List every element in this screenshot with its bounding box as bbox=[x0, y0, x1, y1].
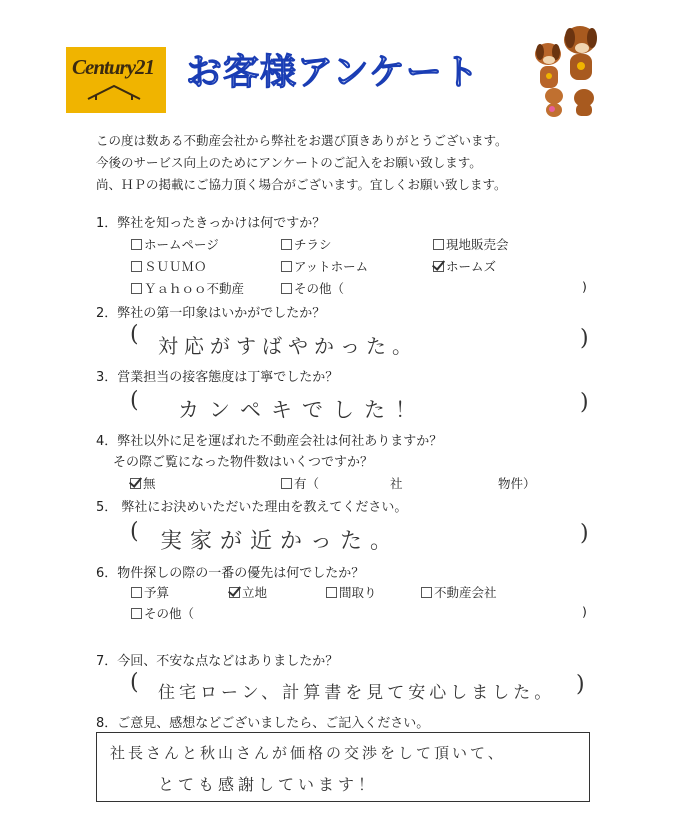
question-7: 7．今回、不安な点などはありましたか？ bbox=[96, 654, 339, 669]
page-title: お客様アンケート bbox=[186, 51, 480, 93]
roof-icon bbox=[86, 83, 142, 101]
paren-close: ) bbox=[582, 604, 587, 619]
checkbox[interactable] bbox=[281, 478, 292, 489]
checkbox[interactable] bbox=[131, 587, 142, 598]
comment-line-2: とても感謝しています！ bbox=[158, 775, 379, 794]
option-has[interactable]: 有（ bbox=[281, 474, 319, 492]
question-1: 1．弊社を知ったきっかけは何ですか？ bbox=[96, 216, 326, 231]
paren-open: ( bbox=[130, 519, 139, 544]
question-6: 6．物件探しの際の一番の優先は何でしたか？ bbox=[96, 566, 365, 581]
checkbox[interactable] bbox=[281, 283, 292, 294]
intro-line: 尚、ＨＰの掲載にご協力頂く場合がございます。宜しくお願い致します。 bbox=[96, 177, 507, 192]
question-4-sub: その際ご覧になった物件数はいくつですか？ bbox=[113, 455, 374, 470]
intro-line: 今後のサービス向上のためにアンケートのご記入をお願い致します。 bbox=[96, 155, 482, 170]
checkbox[interactable] bbox=[281, 239, 292, 250]
checkbox[interactable] bbox=[281, 261, 292, 272]
checkbox-checked[interactable] bbox=[130, 478, 141, 489]
logo-text: Century21 bbox=[72, 55, 155, 79]
option-other[interactable]: その他（ bbox=[281, 279, 344, 297]
checkbox[interactable] bbox=[131, 608, 142, 619]
paren-open: ( bbox=[130, 322, 139, 347]
paren-close: ) bbox=[580, 326, 589, 351]
question-8: 8．ご意見、感想などございましたら、ご記入ください。 bbox=[96, 716, 430, 731]
option-none[interactable]: 無 bbox=[130, 474, 156, 492]
checkbox-checked[interactable] bbox=[433, 261, 444, 272]
intro-line: この度は数ある不動産会社から弊社をお選び頂きありがとうございます。 bbox=[96, 133, 508, 148]
paren-open: ( bbox=[130, 388, 139, 413]
century21-logo bbox=[66, 47, 166, 113]
paren-close: ) bbox=[576, 672, 585, 697]
checkbox[interactable] bbox=[131, 239, 142, 250]
paren-close: ) bbox=[582, 279, 587, 294]
question-5: 5． 弊社にお決めいただいた理由を教えてください。 bbox=[96, 500, 408, 515]
checkbox[interactable] bbox=[433, 239, 444, 250]
checkbox-checked[interactable] bbox=[229, 587, 240, 598]
option-suumo[interactable]: ＳＵＵＭＯ bbox=[131, 257, 207, 275]
option-athome[interactable]: アットホーム bbox=[281, 257, 368, 275]
property-count-label: 物件） bbox=[498, 476, 536, 491]
option-flyer[interactable]: チラシ bbox=[281, 235, 332, 253]
paren-close: ) bbox=[580, 390, 589, 415]
question-3: 3．営業担当の接客態度は丁寧でしたか？ bbox=[96, 370, 339, 385]
option-homepage[interactable]: ホームページ bbox=[131, 235, 219, 253]
answer-2: 対応がすばやかった。 bbox=[158, 334, 418, 358]
option-other[interactable]: その他（ bbox=[131, 604, 194, 622]
checkbox[interactable] bbox=[131, 261, 142, 272]
answer-3: カンペキでした！ bbox=[178, 398, 426, 422]
paren-open: ( bbox=[130, 670, 139, 695]
option-open-house[interactable]: 現地販売会 bbox=[433, 235, 509, 253]
question-4: 4．弊社以外に足を運ばれた不動産会社は何社ありますか？ bbox=[96, 434, 443, 449]
answer-5: 実家が近かった。 bbox=[160, 529, 401, 554]
option-budget[interactable]: 予算 bbox=[131, 583, 169, 601]
option-homes[interactable]: ホームズ bbox=[433, 257, 496, 275]
comment-line-1: 社長さんと秋山さんが価格の交渉をして頂いて、 bbox=[110, 744, 506, 762]
answer-7: 住宅ローン、計算書を見て安心しました。 bbox=[158, 683, 556, 703]
checkbox[interactable] bbox=[131, 283, 142, 294]
option-location[interactable]: 立地 bbox=[229, 583, 267, 601]
checkbox[interactable] bbox=[421, 587, 432, 598]
checkbox[interactable] bbox=[326, 587, 337, 598]
question-2: 2．弊社の第一印象はいかがでしたか？ bbox=[96, 306, 326, 321]
option-yahoo[interactable]: Ｙａｈｏｏ不動産 bbox=[131, 279, 244, 297]
paren-close: ) bbox=[580, 521, 589, 546]
option-agency[interactable]: 不動産会社 bbox=[421, 583, 497, 601]
dog-mascots bbox=[522, 14, 608, 118]
company-count-label: 社 bbox=[390, 476, 403, 491]
option-layout[interactable]: 間取り bbox=[326, 583, 377, 601]
